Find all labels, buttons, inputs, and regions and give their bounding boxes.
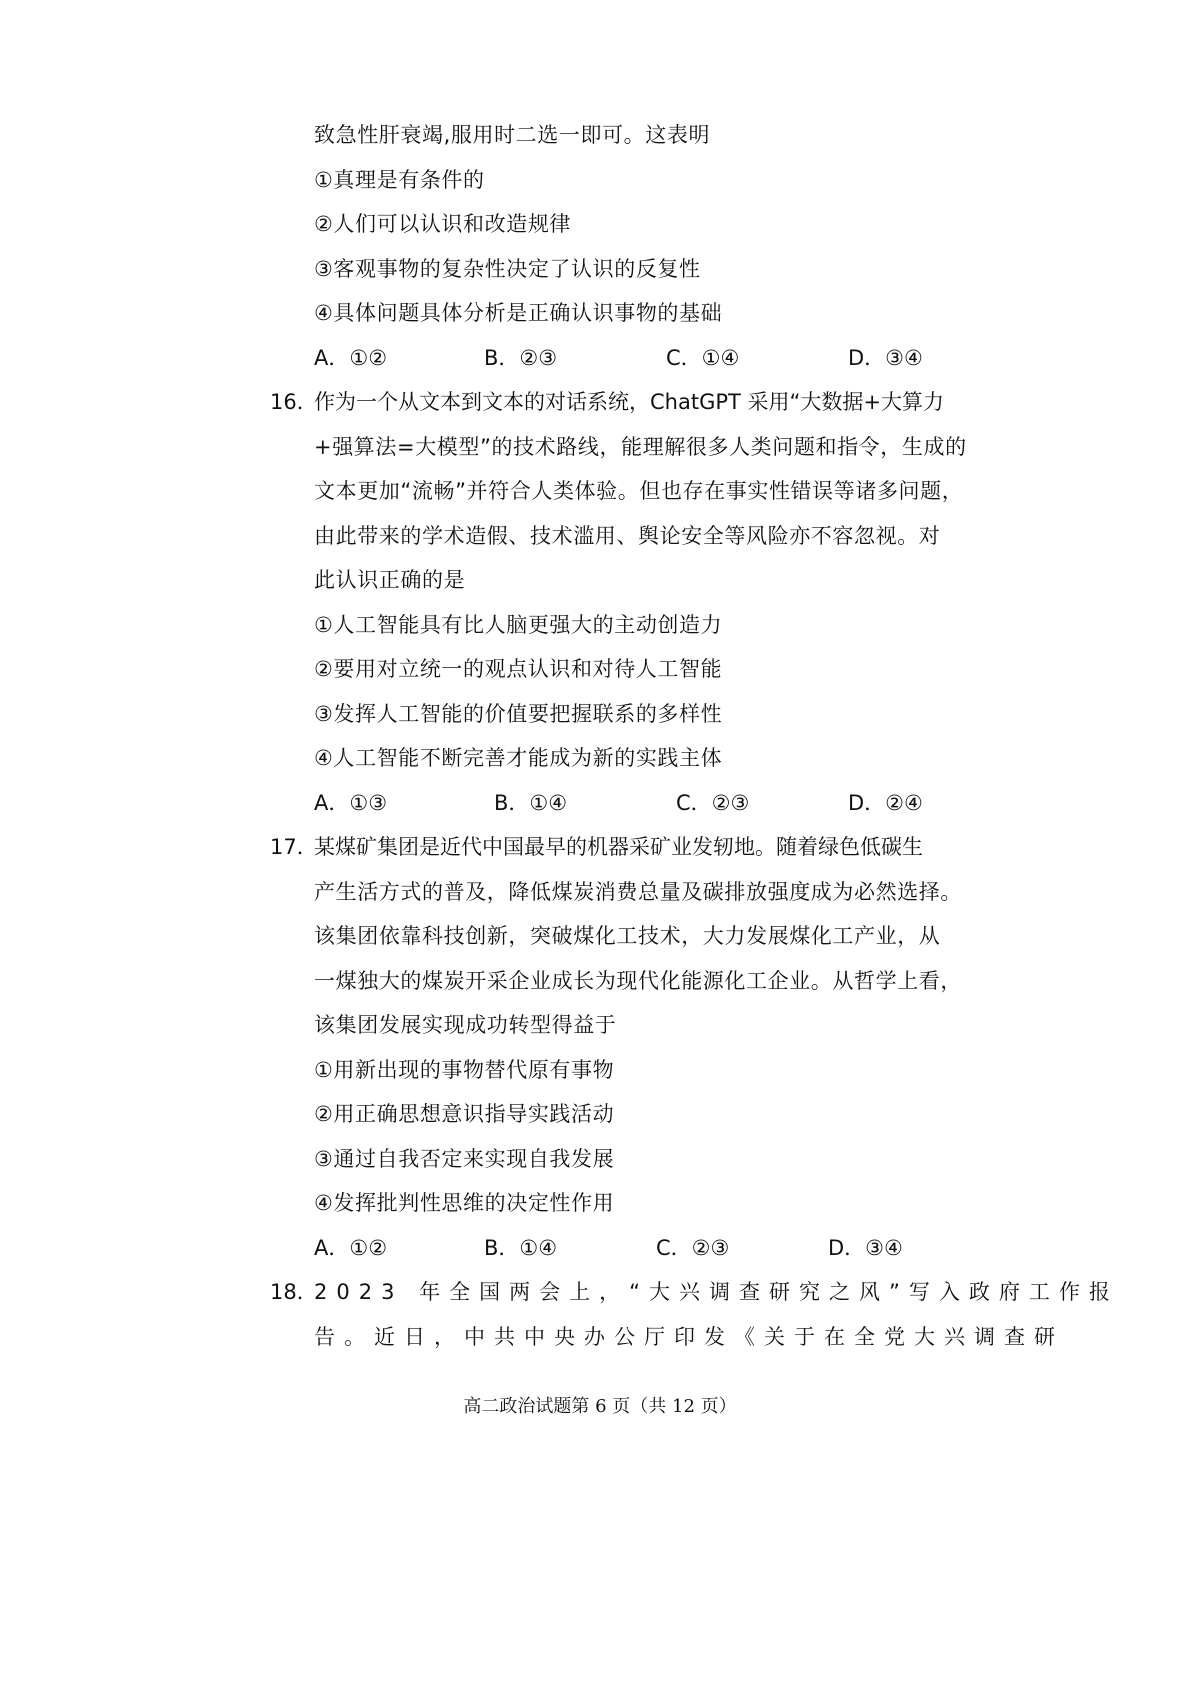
q16-statement-1: ①人工智能具有比人脑更强大的主动创造力	[314, 613, 723, 637]
q15-statement-1: ①真理是有条件的	[314, 168, 485, 192]
q16-option-a: A．①③	[314, 791, 388, 815]
q17-statement-3: ③通过自我否定来实现自我发展	[314, 1147, 615, 1171]
q15-option-c: C．①④	[666, 346, 740, 370]
q17-statement-2: ②用正确思想意识指导实践活动	[314, 1102, 615, 1126]
q16-option-c: C．②③	[676, 791, 750, 815]
q17-statement-4: ④发挥批判性思维的决定性作用	[314, 1191, 615, 1215]
q16-statement-3: ③发挥人工智能的价值要把握联系的多样性	[314, 702, 723, 726]
q16-stem-line-4: 由此带来的学术造假、技术滥用、舆论安全等风险亦不容忽视。对	[314, 524, 941, 548]
q17-number: 17．	[270, 835, 318, 859]
q15-statement-2: ②人们可以认识和改造规律	[314, 212, 572, 236]
q15-option-a: A．①②	[314, 346, 388, 370]
q17-option-a: A．①②	[314, 1236, 388, 1260]
q15-statement-3: ③客观事物的复杂性决定了认识的反复性	[314, 257, 701, 281]
q16-number: 16．	[270, 390, 318, 414]
q17-stem-line-2: 产生活方式的普及，降低煤炭消费总量及碳排放强度成为必然选择。	[314, 880, 962, 904]
q16-statement-2: ②要用对立统一的观点认识和对待人工智能	[314, 657, 723, 681]
q16-option-d: D．②④	[848, 791, 923, 815]
q16-first-line	[270, 387, 944, 417]
q15-statement-4: ④具体问题具体分析是正确认识事物的基础	[314, 301, 723, 325]
q16-statement-4: ④人工智能不断完善才能成为新的实践主体	[314, 746, 723, 770]
q18-stem-line-2: 告。近日，中共中央办公厅印发《关于在全党大兴调查研	[314, 1325, 1064, 1349]
q16-stem-line-3: 文本更加“流畅”并符合人类体验。但也存在事实性错误等诸多问题，	[314, 479, 964, 503]
q16-stem-line-5: 此认识正确的是	[314, 568, 466, 592]
q16-stem-line-2: +强算法=大模型”的技术路线，能理解很多人类问题和指令，生成的	[314, 435, 967, 459]
q17-stem-line-1: 某煤矿集团是近代中国最早的机器采矿业发轫地。随着绿色低碳生	[314, 835, 923, 859]
q18-stem-line-1: 2023 年全国两会上，“大兴调查研究之风”写入政府工作报	[314, 1280, 1119, 1304]
q17-stem-line-3: 该集团依靠科技创新，突破煤化工技术，大力发展煤化工产业，从	[314, 924, 941, 948]
q15-option-d: D．③④	[848, 346, 923, 370]
q16-option-b: B．①④	[494, 791, 568, 815]
q15-option-b: B．②③	[484, 346, 558, 370]
page-footer: 高二政治试题第 6 页（共 12 页）	[463, 1396, 737, 1417]
q17-first-line	[270, 832, 923, 862]
q18-number: 18．	[270, 1280, 318, 1304]
q17-stem-line-4: 一煤独大的煤炭开采企业成长为现代化能源化工企业。从哲学上看，	[314, 969, 962, 993]
q17-option-c: C．②③	[656, 1236, 730, 1260]
q18-first-line	[270, 1277, 1119, 1307]
q16-stem-line-1: 作为一个从文本到文本的对话系统，ChatGPT 采用“大数据+大算力	[314, 390, 944, 414]
q17-stem-line-5: 该集团发展实现成功转型得益于	[314, 1013, 617, 1037]
q15-stem-continuation: 致急性肝衰竭,服用时二选一即可。这表明	[314, 123, 711, 147]
q17-option-b: B．①④	[484, 1236, 558, 1260]
q17-statement-1: ①用新出现的事物替代原有事物	[314, 1058, 615, 1082]
q17-option-d: D．③④	[828, 1236, 903, 1260]
